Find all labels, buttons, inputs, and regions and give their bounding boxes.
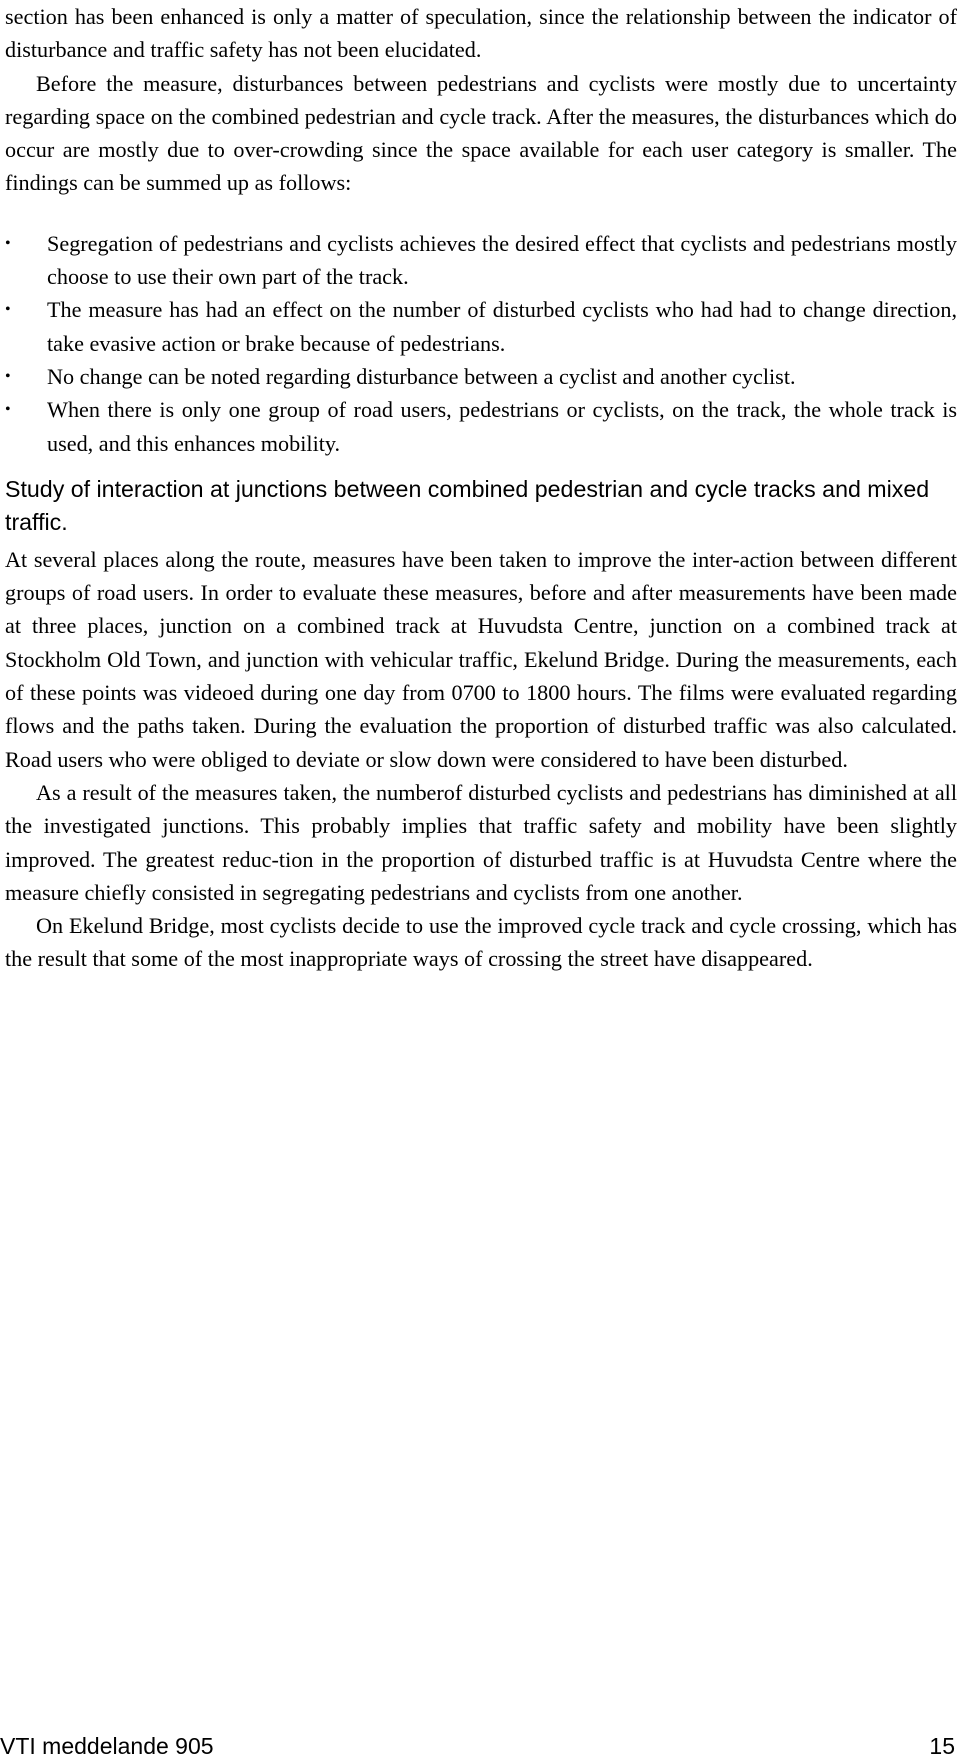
publication-label: VTI meddelande 905 [0, 1733, 214, 1759]
list-item [5, 393, 957, 460]
body-paragraph: On Ekelund Bridge, most cyclists decide to use the improved cycle track and cycle crossing, which has the result that some of the most inappropriate ways of crossing the street have disappeared. [5, 913, 957, 972]
bullet-icon: • [5, 234, 11, 252]
bullet-icon: • [5, 301, 11, 319]
section-heading: Study of interaction at junctions between combined pedestrian and cycle tracks and mixed traffic. [5, 475, 930, 535]
list-item-text: No change can be noted regarding disturbance between a cyclist and another cyclist. [47, 363, 796, 389]
list-item-text: Segregation of pedestrians and cyclists achieves the desired effect that cyclists and pedestrians mostly choose to use their own part of the track. [47, 230, 957, 290]
list-item-text: When there is only one group of road users, pedestrians or cyclists, on the track, the whole track is used, and this enhances mobility. [47, 397, 957, 456]
body-paragraph: At several places along the route, measures have been taken to improve the inter-action between different groups of road users. In order to evaluate these measures, before and after measurements have been made at three places, junction on a combined track at Huvudsta Centre, junction on a combined track at Stockholm Old Town, and junction with vehicular traffic, Ekelund Bridge. During the measurements, each of these points was videoed during one day from 0700 to 1800 hours. The films were evaluated regarding flows and the paths taken. During the evaluation the proportion of disturbed traffic was also calculated. Road users who were obliged to deviate or slow down were considered to have been disturbed. [5, 546, 957, 772]
bullet-icon: • [5, 367, 11, 385]
list-item [5, 360, 957, 393]
list-item [5, 227, 957, 294]
bullet-icon: • [5, 401, 11, 419]
list-item-text: The measure has had an effect on the number of disturbed cyclists who had had to change direction, take evasive action or brake because of pedestrians. [47, 297, 957, 356]
document-page [5, 0, 957, 976]
body-paragraph: As a result of the measures taken, the numberof disturbed cyclists and pedestrians has diminished at all the investigated junctions. This probably implies that traffic safety and mobility have been slightly improved. The greatest reduc-tion in the proportion of disturbed traffic is at Huvudsta Centre where the measure chiefly consisted in segregating pedestrians and cyclists from one another. [5, 779, 957, 905]
body-paragraph: section has been enhanced is only a matter of speculation, since the relationship between the indicator of disturbance and traffic safety has not been elucidated. [5, 4, 957, 63]
body-paragraph: Before the measure, disturbances between pedestrians and cyclists were mostly due to uncertainty regarding space on the combined pedestrian and cycle track. After the measures, the disturbances which do occur are mostly due to over-crowding since the space available for each user category is smaller. The findings can be summed up as follows: [5, 70, 957, 196]
page-number: 15 [929, 1733, 955, 1759]
findings-list [5, 227, 957, 460]
list-item [5, 293, 957, 360]
